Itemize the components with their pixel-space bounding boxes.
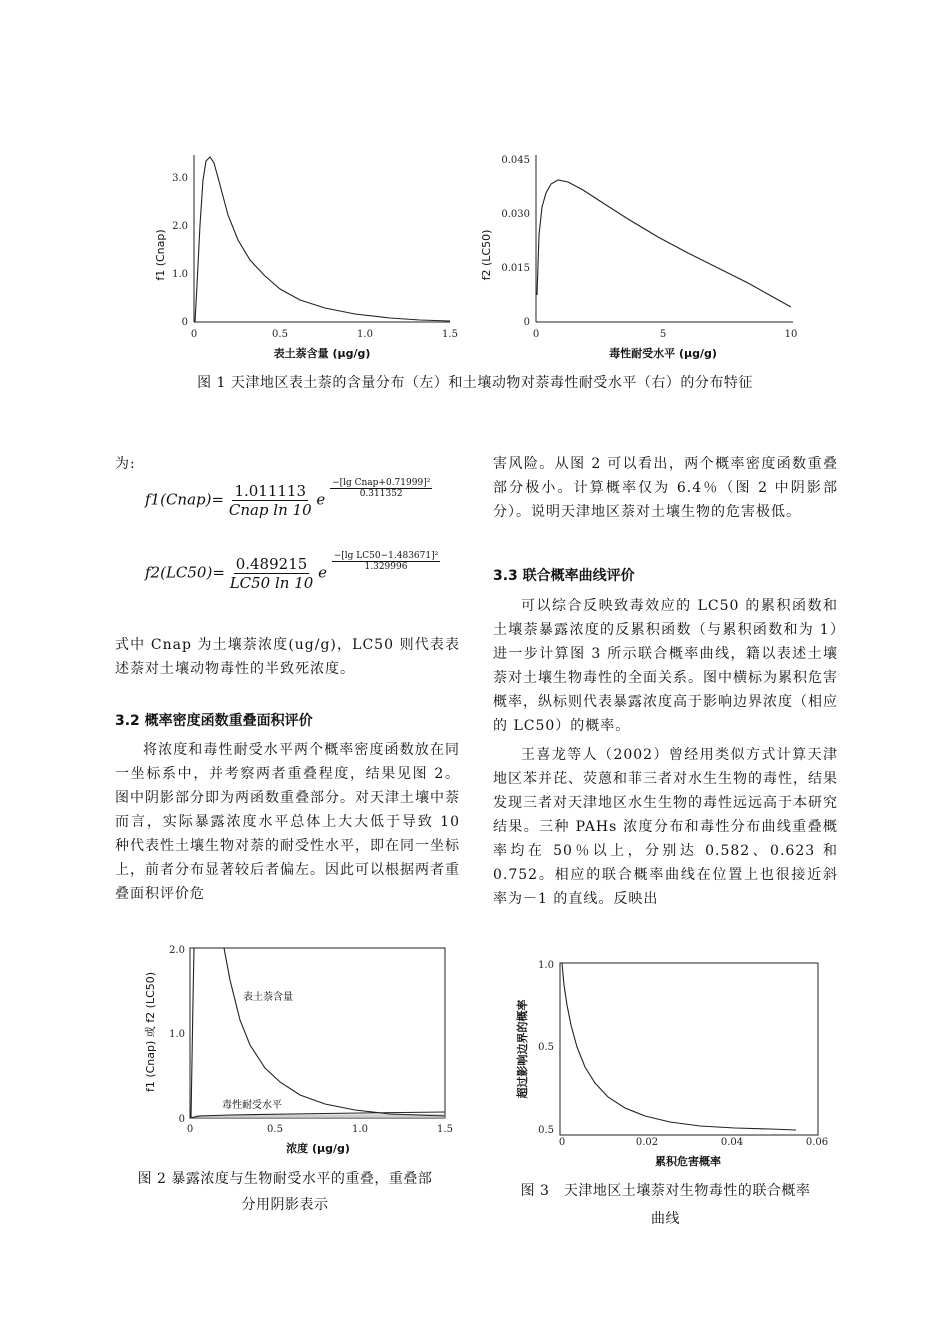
density-curve (537, 180, 791, 307)
plot-frame (560, 963, 818, 1135)
formula-f1-exp-den: 0.311352 (359, 489, 403, 499)
fig3-caption-line2: 曲线 (651, 1211, 680, 1227)
x-axis-label: 累积危害概率 (655, 1155, 721, 1168)
formula-f1-denominator: Cnap ln 10 (228, 501, 312, 519)
x-tick: 0.5 (272, 329, 288, 340)
section-heading-3-3: 3.3 联合概率曲线评价 (493, 568, 635, 584)
y-tick: 1.0 (172, 269, 188, 280)
y-axis-label: f2 (LC50) (480, 229, 493, 281)
x-axis-label: 表土萘含量 (μg/g) (273, 347, 371, 360)
y-axis-label: f1 (Cnap) (154, 229, 167, 281)
label-tolerance: 毒性耐受水平 (222, 1100, 282, 1111)
x-tick: 0 (532, 329, 540, 340)
x-tick: 0.02 (635, 1137, 659, 1148)
y-axis-label: 超过影响边界的概率 (516, 999, 529, 1099)
fig2-caption-line1: 图 2 暴露浓度与生物耐受水平的重叠，重叠部 (137, 1171, 433, 1187)
paragraph-joint-prob: 可以综合反映致毒效应的 LC50 的累积函数和土壤萘暴露浓度的反累积函数（与累积函数和为 1）进一步计算图 3 所示联合概率曲线，籍以表述土壤萘对土壤生物毒性的全面关系。图中横标为累积危害概率，纵标则代表暴露浓度高于影响边界浓度（相应的 LC50）的概率。 (493, 598, 838, 734)
fig2-chart (140, 940, 465, 1165)
formula-f1-numerator: 1.011113 (234, 482, 307, 500)
y-axis-label: f1 (Cnap) 或 f2 (LC50) (144, 971, 157, 1093)
x-tick: 0.04 (720, 1137, 744, 1148)
x-tick: 1.5 (437, 1124, 453, 1135)
y-tick: 0.5 (538, 1125, 554, 1136)
intro-text: 为: (115, 456, 136, 472)
formula-f1-lhs: f1(Cnap)= (145, 490, 225, 509)
formula-f2-fraction (230, 555, 314, 592)
fig3-chart (500, 955, 830, 1170)
x-tick: 5 (659, 329, 667, 340)
x-tick: 0 (190, 329, 198, 340)
formula-f2-denominator: LC50 ln 10 (229, 574, 314, 592)
formula-f2-exp-num: −[lg LC50−1.483671]² (333, 551, 439, 561)
y-tick: 3.0 (172, 173, 188, 184)
y-tick: 1.0 (169, 1029, 185, 1040)
paragraph-overlap: 将浓度和毒性耐受水平两个概率密度函数放在同一坐标系中，并考察两者重叠程度，结果见图 2。 图中阴影部分即为两函数重叠部分。对天津土壤中萘而言，实际暴露浓度水平总体上大大低于导致 10 种代表性土壤生物对萘的耐受性水平，即在同一坐标上，前者分布显著较后者偏左。因此可以根据两者重叠面积评价危 (115, 742, 460, 902)
formula-f1: f1(Cnap)= 1.011113 Cnap ln 10 e −[lg Cnap+0.71999]² 0.311352 (145, 478, 431, 519)
fig3-caption (493, 1180, 838, 1230)
paragraph-risk: 害风险。从图 2 可以看出，两个概率密度函数重叠部分极小。计算概率仅为 6.4％（图 2 中阴影部分）。说明天津地区萘对土壤生物的危害极低。 (493, 456, 838, 520)
density-curve (195, 157, 450, 322)
y-tick: 2.0 (169, 945, 185, 956)
concentration-curve (191, 948, 445, 1118)
y-tick: 0 (178, 1114, 185, 1125)
y-tick: 0.030 (501, 209, 530, 220)
x-axis-label: 浓度 (μg/g) (286, 1142, 350, 1155)
section-heading-3-2: 3.2 概率密度函数重叠面积评价 (115, 713, 313, 729)
x-tick: 1.5 (442, 329, 458, 340)
formula-f2-exp-den: 1.329996 (364, 562, 408, 572)
formula-f2: f2(LC50)= $\frac{0.489215}{LC50 \ln 10}$ e $\frac{\text{−[lg LC50−1.483671]²}}{1.329996}$ (145, 551, 439, 592)
x-tick: 0.06 (805, 1137, 829, 1148)
fig2-caption (105, 1168, 465, 1216)
paragraph-comparison: 王喜龙等人（2002）曾经用类似方式计算天津地区苯并芘、荧蒽和菲三者对水生生物的毒性，结果发现三者对天津地区水生生物的毒性远远高于本研究结果。三种 PAHs 浓度分布和毒性分布曲线重叠概率均在 50％以上，分别达 0.582、0.623 和 0.752。相应的联合概率曲线在位置上也很接近斜率为－1 的直线。反映出 (493, 747, 838, 907)
fig1-caption: 图 1 天津地区表土萘的含量分布（左）和土壤动物对萘毒性耐受水平（右）的分布特征 (197, 375, 753, 391)
label-concentration: 表土萘含量 (243, 992, 293, 1003)
formula-f1-exp-num: −[lg Cnap+0.71999]² (332, 478, 431, 488)
x-tick: 10 (784, 329, 798, 340)
y-tick: 0.5 (538, 1042, 554, 1053)
paragraph-definitions: 式中 Cnap 为土壤萘浓度(ug/g)，LC50 则代表表述萘对土壤动物毒性的半致死浓度。 (115, 637, 460, 677)
fig2-caption-line2: 分用阴影表示 (241, 1197, 329, 1213)
x-tick: 0.5 (267, 1124, 283, 1135)
fig1-left-chart (150, 145, 470, 365)
y-tick: 0 (523, 317, 530, 328)
formula-f2-numerator: 0.489215 (235, 555, 308, 573)
y-tick: 0.015 (501, 263, 530, 274)
formula-f2-lhs: f2(LC50)= (145, 563, 225, 582)
y-tick: 0.045 (501, 155, 530, 166)
y-tick: 1.0 (538, 960, 554, 971)
x-tick: 0 (558, 1137, 566, 1148)
formula-f1-exponent (330, 478, 432, 499)
x-axis-label: 毒性耐受水平 (μg/g) (609, 347, 717, 360)
x-tick: 0 (186, 1124, 194, 1135)
x-tick: 1.0 (352, 1124, 368, 1135)
y-tick: 2.0 (172, 221, 188, 232)
joint-probability-curve (562, 963, 796, 1130)
fig1-right-chart (478, 145, 808, 365)
x-tick: 1.0 (357, 329, 373, 340)
y-tick: 0 (181, 317, 188, 328)
formula-f2-exponent (332, 551, 440, 572)
fig3-caption-line1: 图 3 天津地区土壤萘对生物毒性的联合概率 (520, 1183, 811, 1199)
formula-f1-fraction (229, 482, 312, 519)
